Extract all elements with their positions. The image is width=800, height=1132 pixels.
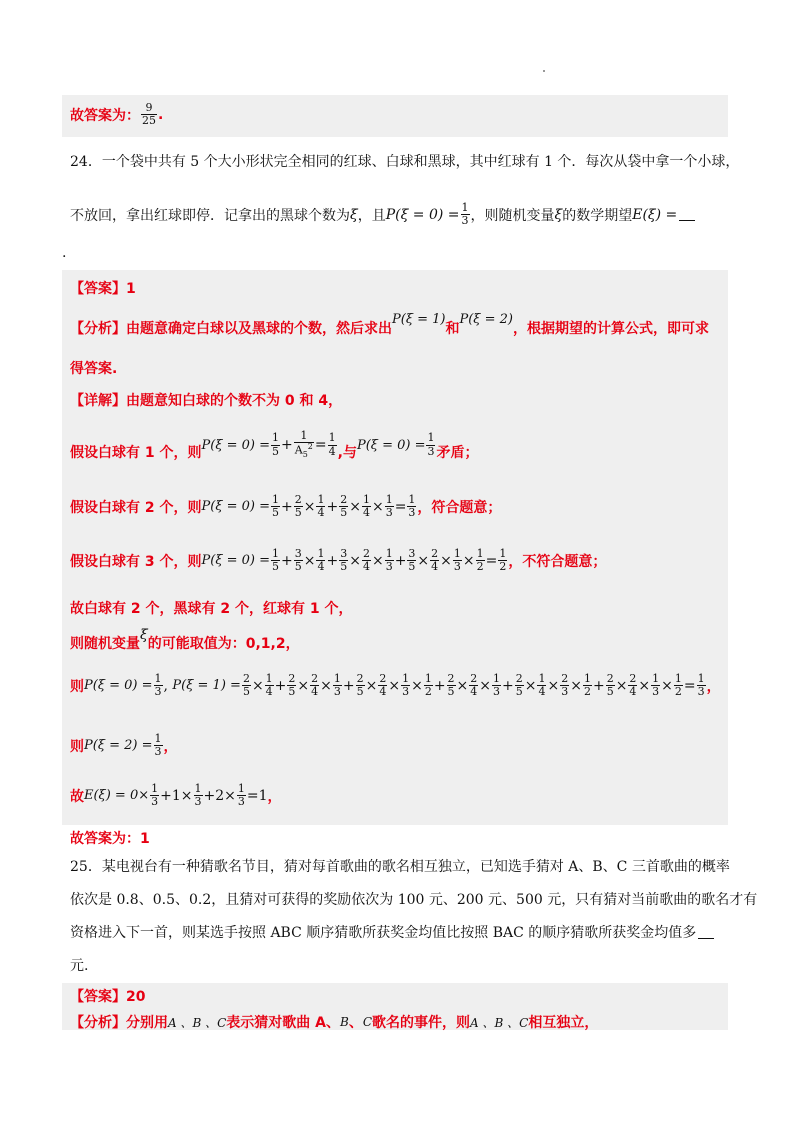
ans24-final: 故答案为：1 xyxy=(70,831,150,847)
ans25-answer: 【答案】20 xyxy=(70,989,146,1005)
q25-line3: 资格进入下一首，则某选手按照 ABC 顺序猜歌所获奖金均值比按照 BAC 的顺序猜歌所获奖金均值多 xyxy=(70,922,714,942)
q24-line1: 24．一个袋中共有 5 个大小形状完全相同的红球、白球和黑球，其中红球有 1 个．每次从袋中拿一个小球， xyxy=(70,154,740,170)
q25-line1: 25．某电视台有一种猜歌名节目，猜对每首歌曲的歌名相互独立，已知选手猜对 A、B、C 三首歌曲的概率 xyxy=(70,859,730,875)
q24-frac-1-3: $\frac{1}{3}$ xyxy=(461,201,469,228)
prev-answer-fraction: $\frac{9}{25}$ xyxy=(142,101,156,128)
ans24-analysis-2: 得答案. xyxy=(70,361,118,377)
ans24-dist-line: 则 P(ξ = 0) = $\frac{1}{3}$ , P(ξ = 1) = $\frac{2}{5}$ × $\frac{1}{4}$ + $\frac{2}{5}$ × $\frac{2}{4}$ × $\frac{1}{3}$ + $\frac{2}{5}$ × $\frac{2}{4}$ × $\frac{1}{3}$ × $\frac{1}{2}$ + $\frac{2}{5}$ × $\frac{2}{4}$ × $\frac{1}{3}$ + $\frac{2}{5}$ × $\frac{1}{4}$ × $\frac{2}{3}$ × $\frac{1}{2}$ + $\frac{2}{5}$ × $\frac{2}{4}$ × $\frac{1}{3}$ × $\frac{1}{2}$ = $\frac{1}{3}$ ， xyxy=(70,672,721,699)
q24-period: . xyxy=(62,245,67,261)
ans24-expectation: 故 E(ξ) = 0× $\frac{1}{3}$ +1× $\frac{1}{3}$ +2× $\frac{1}{3}$ =1 ， xyxy=(70,782,282,809)
ans24-case1: 假设白球有 1 个，则 P(ξ = 0) = $\frac{1}{5}$ + $\frac{1}{A_5^2}$ = $\frac{1}{4}$ ,与 P(ξ = 0) = $\frac{1}{3}$ 矛盾； xyxy=(70,429,479,461)
ans24-p2-line: 则 P(ξ = 2) = $\frac{1}{3}$ ， xyxy=(70,732,178,759)
q25-line2: 依次是 0.8、0.5、0.2，且猜对可获得的奖励依次为 100 元、200 元、500 元，只有猜对当前歌曲的歌名才有 xyxy=(70,892,758,908)
prev-answer-line: 故答案为： $\frac{9}{25}$ . xyxy=(70,101,164,128)
ans24-answer: 【答案】1 xyxy=(70,281,136,297)
ans24-conclusion: 故白球有 2 个，黑球有 2 个，红球有 1 个， xyxy=(70,601,353,617)
ans25-analysis: 【分析】分别用 A 、B 、C 表示猜对歌曲 A、 B 、 C 歌名的事件，则 A 、B 、C 相互独立， xyxy=(70,1015,599,1031)
q25-line4: 元. xyxy=(70,958,89,974)
prev-answer-label: 故答案为： xyxy=(70,107,140,124)
ans24-values: 则随机变量 ξ 的可能取值为：0,1,2， xyxy=(70,627,300,652)
ans24-case2: 假设白球有 2 个，则 P(ξ = 0) = $\frac{1}{5}$ + $\frac{2}{5}$ × $\frac{1}{4}$ + $\frac{2}{5}$ × $\frac{1}{4}$ × $\frac{1}{3}$ = $\frac{1}{3}$ ，符合题意； xyxy=(70,493,502,520)
answer-blank-25 xyxy=(698,926,714,939)
ans24-case3: 假设白球有 3 个，则 P(ξ = 0) = $\frac{1}{5}$ + $\frac{3}{5}$ × $\frac{1}{4}$ + $\frac{3}{5}$ × $\frac{2}{4}$ × $\frac{1}{3}$ + $\frac{3}{5}$ × $\frac{2}{4}$ × $\frac{1}{3}$ × $\frac{1}{2}$ = $\frac{1}{2}$ ，不符合题意； xyxy=(70,547,607,574)
answer-blank xyxy=(679,208,695,221)
page-dot xyxy=(543,70,545,72)
q24-line2: 不放回，拿出红球即停．记拿出的黑球个数为 ξ ，且 P(ξ = 0) = $\frac{1}{3}$ ，则随机变量 ξ 的数学期望 E(ξ) = xyxy=(70,202,695,227)
ans24-analysis: 【分析】由题意确定白球以及黑球的个数，然后求出 P(ξ = 1) 和 P(ξ = 2) ，根据期望的计算公式，即可求 xyxy=(70,311,709,337)
ans24-detail: 【详解】由题意知白球的个数不为 0 和 4， xyxy=(70,393,343,409)
